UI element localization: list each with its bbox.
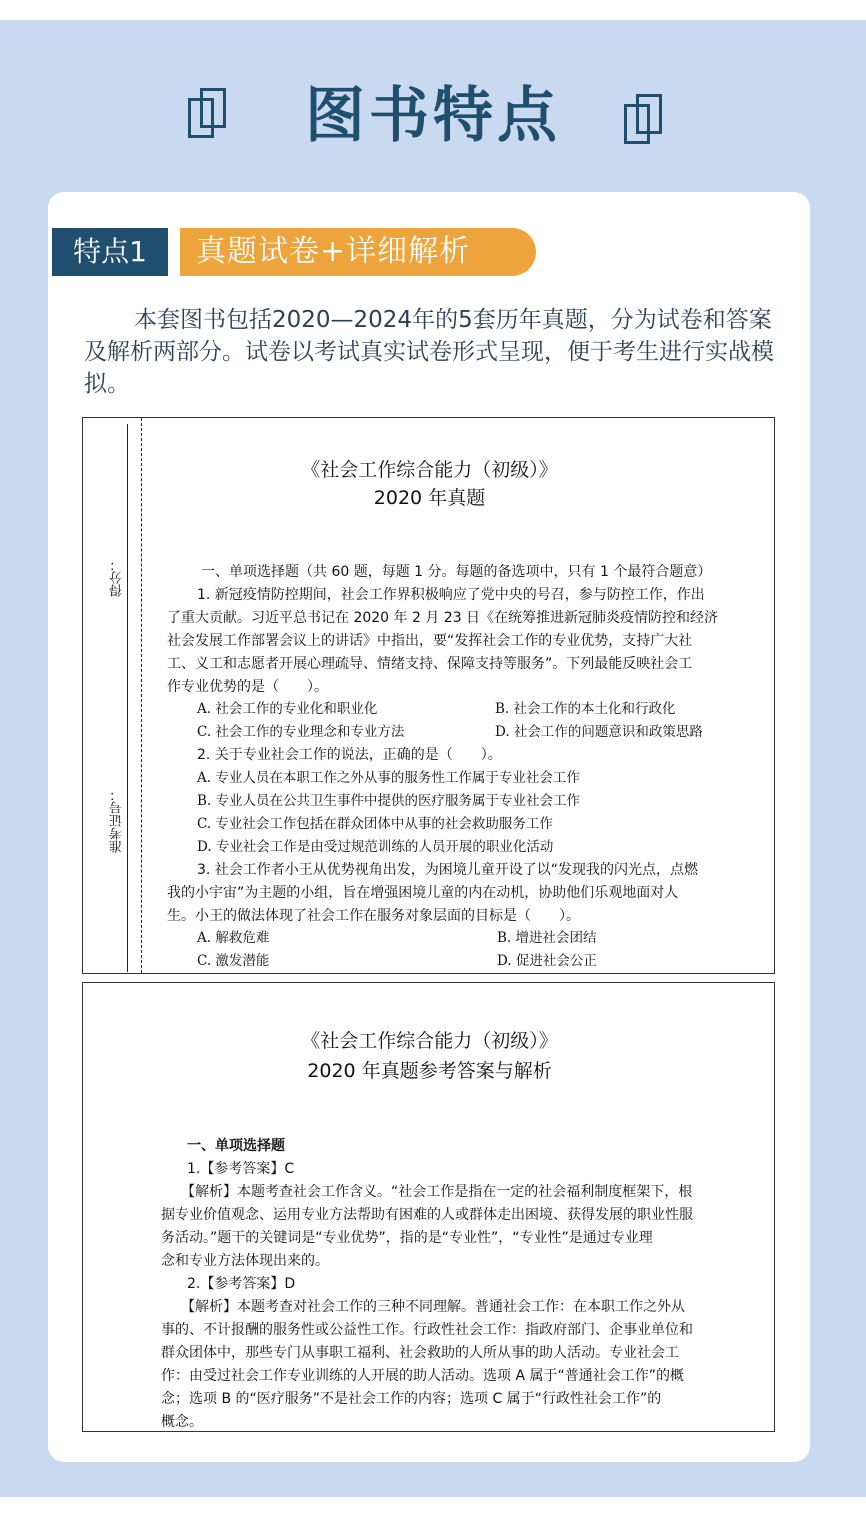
exam-paper-sample <box>82 417 775 974</box>
q2-option-b: B. 专业人员在公共卫生事件中提供的医疗服务属于专业社会工作 <box>197 793 581 809</box>
top-strip <box>0 0 866 20</box>
intro-text: 本套图书包括2020—2024年的5套历年真题，分为试卷和答案及解析两部分。试卷以考试真实试卷形式呈现，便于考生进行实战模拟。 <box>84 307 774 397</box>
answer-1-line: 【解析】本题考查社会工作含义。“社会工作是指在一定的社会福利制度框架下，根 <box>181 1184 693 1200</box>
answer-2-label: 2.【参考答案】D <box>187 1276 296 1292</box>
exam-subtitle: 2020 年真题 <box>373 487 486 509</box>
candidate-id-label: 准考证号： <box>110 788 125 853</box>
q3-line: 生。小王的做法体现了社会工作在服务对象层面的目标是（ ）。 <box>167 908 580 924</box>
header <box>0 20 866 192</box>
page-title: 图书特点 <box>305 81 561 151</box>
exam-title: 《社会工作综合能力（初级）》 <box>301 459 558 481</box>
answer-2-line: 【解析】本题考查对社会工作的三种不同理解。普通社会工作：在本职工作之外从 <box>181 1299 685 1315</box>
q3-option-b: B. 增进社会团结 <box>497 930 597 946</box>
answer-2-line: 概念。 <box>161 1414 203 1430</box>
q3-option-d: D. 促进社会公正 <box>497 953 597 969</box>
bottom-strip <box>0 1497 866 1519</box>
answer-1-line: 念和专业方法体现出来的。 <box>161 1253 329 1269</box>
q1-line: 1. 新冠疫情防控期间，社会工作界积极响应了党中央的号召，参与防控工作，作出 <box>197 587 705 603</box>
q1-line: 工、义工和志愿者开展心理疏导、情绪支持、保障支持等服务”。下列最能反映社会工 <box>167 656 693 672</box>
answer-2-line: 事的、不计报酬的服务性或公益性工作。行政性社会工作：指政府部门、企事业单位和 <box>161 1322 693 1338</box>
section-heading: 一、单项选择题（共 60 题，每题 1 分。每题的备选项中，只有 1 个最符合题意） <box>201 564 712 580</box>
q3-option-a: A. 解救危难 <box>197 930 270 946</box>
q3-line: 3. 社会工作者小王从优势视角出发，为困境儿童开设了以“发现我的闪光点，点燃 <box>197 862 699 878</box>
q1-option-b: B. 社会工作的本土化和行政化 <box>495 701 676 717</box>
q1-option-c: C. 社会工作的专业理念和专业方法 <box>197 724 405 740</box>
feature-label: 特点1 <box>52 228 168 276</box>
answers-section-heading: 一、单项选择题 <box>187 1138 285 1154</box>
answers-subtitle: 2020 年真题参考答案与解析 <box>307 1060 552 1082</box>
answer-2-line: 群众团体中，那些专门从事职工福利、社会救助的人所从事的助人活动。专业社会工 <box>161 1345 679 1361</box>
answers-title: 《社会工作综合能力（初级）》 <box>301 1030 558 1052</box>
q3-line: 我的小宇宙”为主题的小组，旨在增强困境儿童的内在动机，协助他们乐观地面对人 <box>167 885 679 901</box>
q1-option-a: A. 社会工作的专业化和职业化 <box>197 701 378 717</box>
answer-paper-sample <box>82 982 775 1432</box>
q3-option-c: C. 激发潜能 <box>197 953 270 969</box>
score-label: 得分： <box>110 558 125 597</box>
q1-line: 作专业优势的是（ ）。 <box>167 679 328 695</box>
q1-option-d: D. 社会工作的问题意识和政策思路 <box>495 724 703 740</box>
q2-stem: 2. 关于专业社会工作的说法，正确的是（ ）。 <box>197 747 502 763</box>
q1-line: 了重大贡献。习近平总书记在 2020 年 2 月 23 日《在统筹推进新冠肺炎疫情防控和经济 <box>167 610 719 626</box>
answer-1-label: 1.【参考答案】C <box>187 1161 295 1177</box>
answer-1-line: 务活动。”题干的关键词是“专业优势”，指的是“专业性”，“专业性”是通过专业理 <box>161 1230 653 1246</box>
q2-option-d: D. 专业社会工作是由受过规范训练的人员开展的职业化活动 <box>197 839 554 855</box>
answer-1-line: 据专业价值观念、运用专业方法帮助有困难的人或群体走出困境、获得发展的职业性服 <box>161 1207 693 1223</box>
q1-line: 社会发展工作部署会议上的讲话》中指出，要“发挥社会工作的专业优势，支持广大社 <box>167 633 693 649</box>
q2-option-c: C. 专业社会工作包括在群众团体中从事的社会救助服务工作 <box>197 816 553 832</box>
q2-option-a: A. 专业人员在本职工作之外从事的服务性工作属于专业社会工作 <box>197 770 580 786</box>
deco-squares-right-icon <box>624 94 660 140</box>
answer-2-line: 念；选项 B 的“医疗服务”不是社会工作的内容；选项 C 属于“行政性社会工作”的 <box>161 1391 662 1407</box>
answer-2-line: 作：由受过社会工作专业训练的人开展的助人活动。选项 A 属于“普通社会工作”的概 <box>161 1368 684 1384</box>
feature-heading: 真题试卷+详细解析 <box>180 228 536 276</box>
